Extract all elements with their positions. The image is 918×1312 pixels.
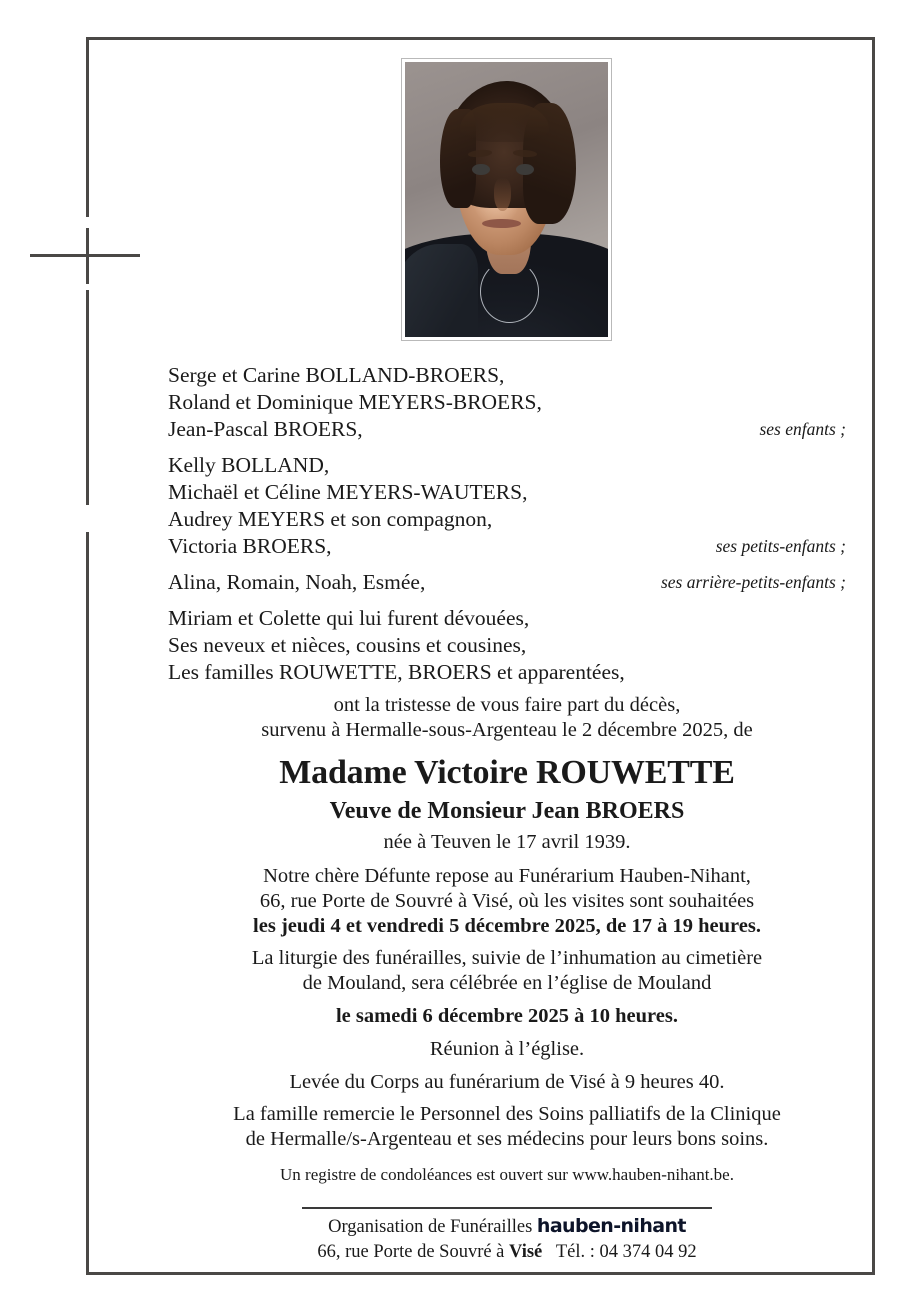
spouse-relation: Veuve de Monsieur Jean BROERS	[329, 798, 685, 824]
crop-mark-frame-top	[86, 37, 875, 40]
family-name-line: Ses neveux et nièces, cousins et cousines,	[168, 633, 527, 657]
announcement-intro-line-1: ont la tristesse de vous faire part du décès,	[333, 694, 681, 716]
family-others	[168, 605, 846, 686]
portrait-nose	[494, 178, 510, 211]
footer-address-city: Visé	[509, 1242, 543, 1262]
family-name-line: Kelly BOLLAND,	[168, 453, 330, 477]
liturgy-details	[168, 946, 846, 996]
registration-crosshair-horizontal	[30, 254, 140, 257]
portrait-photo	[405, 62, 608, 337]
footer-organisation-prefix: Organisation de Funérailles	[328, 1217, 533, 1237]
thanks-line-1: La famille remercie le Personnel des Soins palliatifs de la Clinique	[233, 1103, 781, 1125]
funeral-home-footer	[168, 1207, 846, 1265]
crop-mark-frame-left-middle	[86, 290, 89, 505]
relationship-label-grandchildren: ses petits-enfants ;	[715, 536, 846, 556]
family-group-grandchildren	[168, 452, 846, 560]
birth-details: née à Teuven le 17 avril 1939.	[383, 831, 631, 853]
family-name-line: Les familles ROUWETTE, BROERS et apparentées,	[168, 660, 625, 684]
crop-mark-frame-left-lower	[86, 532, 89, 1275]
crop-mark-frame-left-upper	[86, 37, 89, 217]
gathering-note: Réunion à l’église.	[429, 1038, 585, 1060]
footer-address-prefix: 66, rue Porte de Souvré à	[317, 1242, 505, 1262]
liturgy-line-2: de Mouland, sera célébrée en l’église de Mouland	[302, 972, 712, 994]
repose-line-2: 66, rue Porte de Souvré à Visé, où les visites sont souhaitées	[259, 890, 755, 912]
announcement-intro-line-2: survenu à Hermalle-sous-Argenteau le 2 décembre 2025, de	[261, 719, 753, 741]
family-name-line: Jean-Pascal BROERS,	[168, 417, 363, 441]
family-name-line: Victoria BROERS,	[168, 534, 332, 558]
hauben-nihant-logo: hauben-nihant	[536, 1215, 686, 1237]
crop-mark-frame-right	[872, 37, 875, 1275]
family-name-line: Alina, Romain, Noah, Esmée,	[168, 570, 426, 594]
ceremony-datetime: le samedi 6 décembre 2025 à 10 heures.	[335, 1005, 678, 1027]
family-name-line: Roland et Dominique MEYERS-BROERS,	[168, 390, 542, 414]
family-group-children-names	[168, 362, 542, 443]
condolence-register-note: Un registre de condoléances est ouvert sur www.hauben-nihant.be.	[280, 1165, 734, 1184]
relationship-label-great-grandchildren: ses arrière-petits-enfants ;	[660, 572, 846, 592]
family-name-line: Serge et Carine BOLLAND-BROERS,	[168, 363, 505, 387]
announcement-intro	[168, 693, 846, 743]
family-group-great-grandchildren-names	[168, 569, 425, 596]
family-group-grandchildren-names	[168, 452, 527, 560]
thanks-note	[168, 1102, 846, 1152]
crop-mark-frame-bottom	[86, 1272, 875, 1275]
footer-phone: Tél. : 04 374 04 92	[555, 1242, 697, 1262]
family-group-children	[168, 362, 846, 443]
portrait-mouth	[482, 219, 521, 228]
repose-line-1: Notre chère Défunte repose au Funérarium Hauben-Nihant,	[263, 865, 751, 887]
footer-organisation	[168, 1214, 846, 1240]
announcement-body	[168, 362, 846, 1187]
portrait-necklace	[480, 260, 539, 323]
portrait-eye-right	[516, 164, 534, 176]
family-name-line: Michaël et Céline MEYERS-WAUTERS,	[168, 480, 528, 504]
footer-divider	[302, 1207, 712, 1209]
footer-address	[168, 1240, 846, 1265]
body-removal-note: Levée du Corps au funérarium de Visé à 9 heures 40.	[289, 1071, 725, 1093]
repose-details	[168, 864, 846, 939]
family-name-line: Audrey MEYERS et son compagnon,	[168, 507, 493, 531]
relationship-label-children: ses enfants ;	[759, 419, 846, 439]
portrait-fringe	[460, 103, 549, 142]
family-name-line: Miriam et Colette qui lui furent dévouées,	[168, 606, 530, 630]
portrait-shoulder-left	[405, 244, 478, 338]
family-group-great-grandchildren	[168, 569, 846, 596]
thanks-line-2: de Hermalle/s-Argenteau et ses médecins pour leurs bons soins.	[245, 1128, 769, 1150]
portrait-frame	[401, 58, 612, 341]
visiting-hours: les jeudi 4 et vendredi 5 décembre 2025, de 17 à 19 heures.	[253, 915, 761, 937]
deceased-name: Madame Victoire ROUWETTE	[279, 754, 735, 791]
liturgy-line-1: La liturgie des funérailles, suivie de l’inhumation au cimetière	[251, 947, 763, 969]
